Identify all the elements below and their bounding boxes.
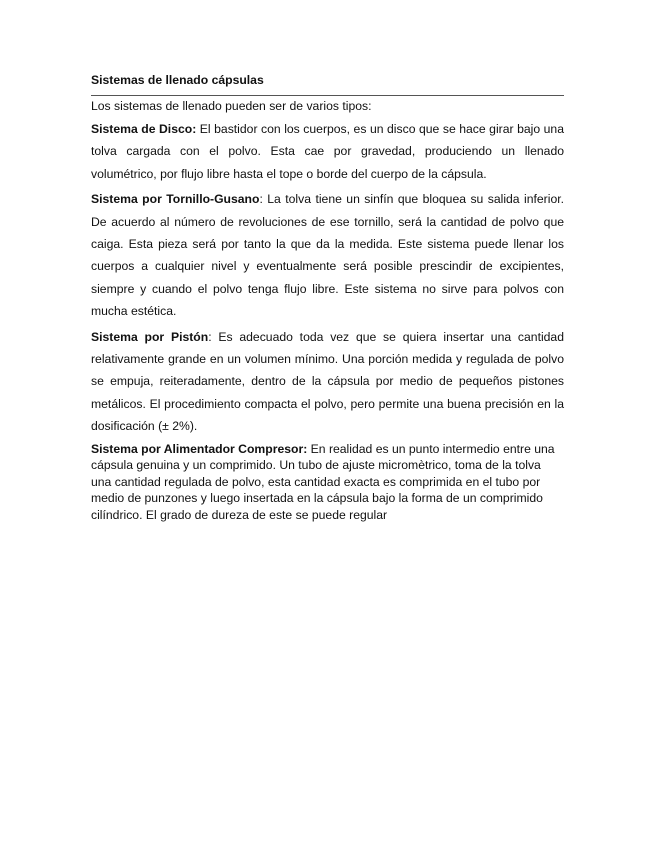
document-page xyxy=(91,72,564,527)
section-text: El bastidor con los cuerpos, es un disco que se hace girar bajo una tolva cargada con el polvo. Esta cae por gravedad, produciendo un llenado volumétrico, por flujo libre hasta el tope o borde del cuerpo de la cápsula. xyxy=(91,122,564,181)
section-tornillo-gusano xyxy=(91,188,564,322)
section-term: Sistema por Alimentador Compresor: xyxy=(91,441,308,456)
section-alimentador-compresor xyxy=(91,441,564,524)
section-text: En realidad es un punto intermedio entre una cápsula genuina y un comprimido. Un tubo de ajuste micromètrico, toma de la tolva una cantidad regulada de polvo, esta cantidad exacta es comprimida en el tubo por medio de punzones y luego insertada en la cápsula bajo la forma de un comprimido cilíndrico. El grado de dureza de este se puede regular xyxy=(91,441,555,523)
document-title: Sistemas de llenado cápsulas xyxy=(91,73,264,87)
section-disco xyxy=(91,118,564,185)
title-divider xyxy=(91,95,564,96)
intro-text: Los sistemas de llenado pueden ser de varios tipos: xyxy=(91,99,372,113)
section-text: : La tolva tiene un sinfín que bloquea su salida inferior. De acuerdo al número de revoluciones de ese tornillo, será la cantidad de polvo que caiga. Esta pieza será por tanto la que da la medida. Este sistema puede llenar los cuerpos a cualquier nivel y eventualmente será posible prescindir de excipientes, siempre y cuando el polvo tenga flujo libre. Este sistema no sirve para polvos con mucha estética. xyxy=(91,192,564,319)
section-term: Sistema por Tornillo-Gusano xyxy=(91,192,260,207)
section-term: Sistema por Pistón xyxy=(91,329,209,344)
section-text: : Es adecuado toda vez que se quiera insertar una cantidad relativamente grande en un volumen mínimo. Una porción medida y regulada de polvo se empuja, reiteradamente, dentro de la cápsula por medio de pequeños pistones metálicos. El procedimiento compacta el polvo, pero permite una buena precisión en la dosificación (± 2%). xyxy=(91,329,564,434)
section-piston xyxy=(91,326,564,438)
section-term: Sistema de Disco: xyxy=(91,122,197,136)
